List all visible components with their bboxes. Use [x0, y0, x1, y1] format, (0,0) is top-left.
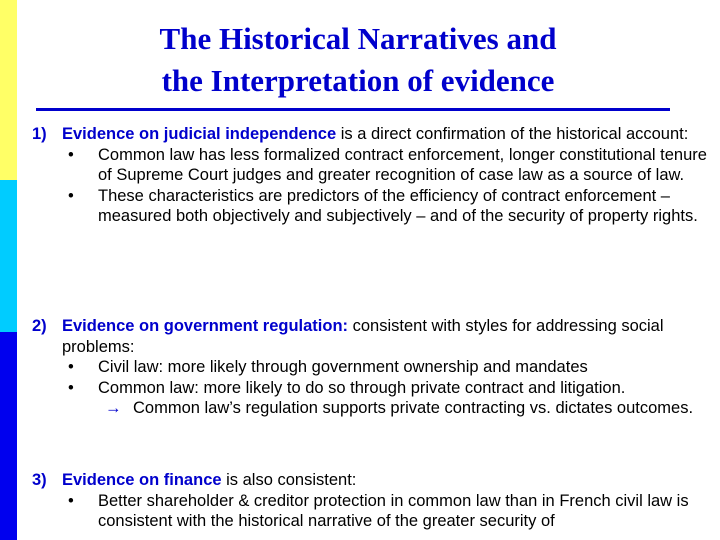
bullet-text: Common law has less formalized contract enforcement, longer constitutional tenure of Supreme Court judges and greater recognition of case law as a source of law. — [98, 145, 707, 184]
item-label: Evidence on government regulation: — [62, 317, 349, 335]
bullet-item — [32, 378, 714, 399]
title-line-2: the Interpretation of evidence — [161, 63, 555, 98]
sub-point-text: Common law’s regulation supports private contracting vs. dictates outcomes. — [133, 399, 694, 417]
bullet-icon: • — [68, 186, 74, 205]
bullet-text: Common law: more likely to do so through private contract and litigation. — [98, 378, 626, 397]
item-text: consistent with styles for addressing social problems: — [62, 317, 664, 356]
bullet-icon: • — [68, 358, 74, 376]
bullet-text: Civil law: more likely through government ownership and mandates — [98, 358, 588, 376]
accent-bar-cyan — [0, 180, 17, 332]
bullet-icon: • — [68, 145, 74, 164]
item-text: is also consistent: — [221, 471, 357, 489]
sub-point — [32, 398, 714, 419]
item-government-regulation — [32, 316, 714, 419]
item-label: Evidence on judicial independence — [62, 125, 337, 143]
item-heading — [32, 124, 714, 145]
item-number: 2) — [32, 317, 47, 335]
bullet-item — [32, 357, 714, 378]
bullet-item — [32, 186, 714, 227]
title-line-1: The Historical Narratives and — [159, 21, 557, 56]
arrow-right-icon: → — [105, 399, 122, 417]
item-judicial-independence — [32, 124, 714, 227]
item-finance — [32, 470, 714, 532]
bullet-item — [32, 491, 714, 532]
item-number: 1) — [32, 125, 47, 143]
item-number: 3) — [32, 471, 47, 489]
bullet-text: Better shareholder & creditor protection in common law than in French civil law is consistent with the historical narrative of the greater security of — [98, 491, 689, 530]
item-heading — [32, 316, 714, 357]
item-text: is a direct confirmation of the historical account: — [336, 125, 689, 143]
item-label: Evidence on finance — [62, 471, 222, 489]
item-heading — [32, 470, 714, 491]
accent-bar-blue — [0, 332, 17, 540]
accent-bar-yellow — [0, 0, 17, 180]
bullet-text: These characteristics are predictors of the efficiency of contract enforcement – measured both objectively and subjectively – and of the security of property rights. — [98, 186, 698, 225]
bullet-item — [32, 145, 714, 186]
title-underline — [36, 108, 670, 111]
bullet-icon: • — [68, 378, 74, 397]
slide-title — [88, 18, 628, 102]
bullet-icon: • — [68, 491, 74, 510]
